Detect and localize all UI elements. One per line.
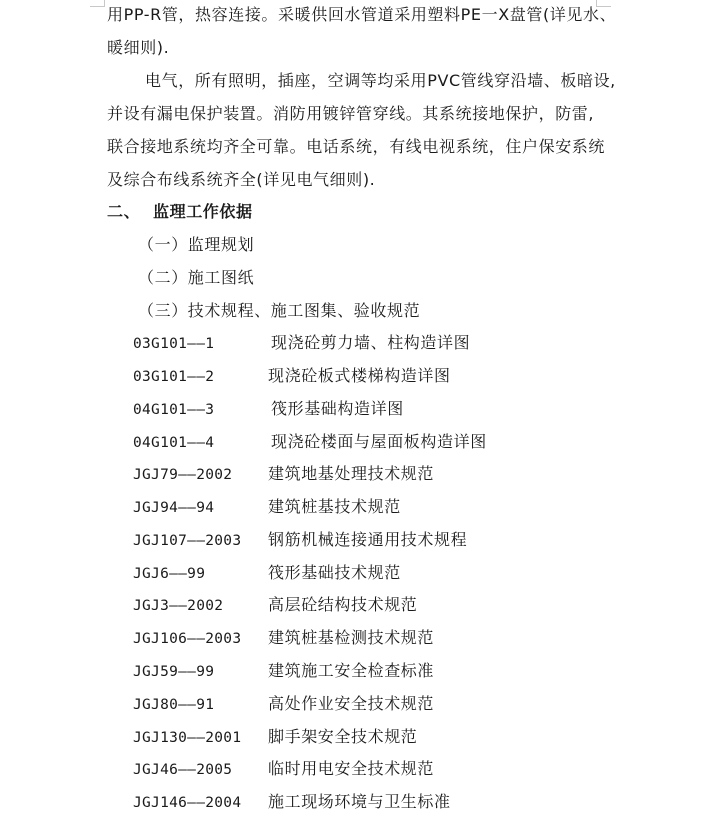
standard-name: 临时用电安全技术规范 xyxy=(268,759,435,778)
page-corner-mark-left xyxy=(90,0,105,7)
standard-code: JGJ130——2001 xyxy=(133,730,242,746)
paragraph-water-line-1: 用PP-R管，热容连接。采暖供回水管道采用塑料PE一X盘管(详见水、 xyxy=(107,5,617,24)
standard-name: 高处作业安全技术规范 xyxy=(268,694,435,713)
paragraph-electrical-line-1: 电气，所有照明，插座，空调等均采用PVC管线穿沿墙、板暗设, xyxy=(145,71,616,90)
standard-name: 钢筋机械连接通用技术规程 xyxy=(268,530,468,549)
standard-code: JGJ107——2003 xyxy=(133,533,242,549)
standard-code: 03G101——2 xyxy=(133,369,215,385)
section-heading xyxy=(107,202,253,222)
standard-code: JGJ59——99 xyxy=(133,664,215,680)
paragraph-electrical-line-2: 并设有漏电保护装置。消防用镀锌管穿线。其系统接地保护，防雷, xyxy=(107,104,595,123)
standard-name: 现浇砼板式楼梯构造详图 xyxy=(268,366,451,385)
standard-code: 04G101——4 xyxy=(133,435,215,451)
standard-name: 建筑桩基技术规范 xyxy=(268,497,401,516)
standard-code: JGJ80——91 xyxy=(133,697,215,713)
standard-name: 脚手架安全技术规范 xyxy=(268,727,418,746)
standard-name: 筏形基础构造详图 xyxy=(271,399,404,418)
standard-name: 现浇砼剪力墙、柱构造详图 xyxy=(271,333,471,352)
standard-name: 建筑地基处理技术规范 xyxy=(268,464,435,483)
standard-name: 筏形基础技术规范 xyxy=(268,563,401,582)
standard-name: 建筑施工安全检查标准 xyxy=(268,661,435,680)
subsection-standards: （三）技术规程、施工图集、验收规范 xyxy=(138,301,421,320)
section-title: 监理工作依据 xyxy=(153,202,253,221)
paragraph-electrical-line-3: 联合接地系统均齐全可靠。电话系统，有线电视系统，住户保安系统 xyxy=(107,137,606,156)
standard-code: JGJ6——99 xyxy=(133,566,206,582)
section-number: 二、 xyxy=(107,202,141,221)
standard-name: 现浇砼楼面与屋面板构造详图 xyxy=(271,432,487,451)
subsection-plan: （一）监理规划 xyxy=(138,235,255,254)
standard-code: 03G101——1 xyxy=(133,336,215,352)
standard-code: JGJ3——2002 xyxy=(133,598,224,614)
standard-name: 施工现场环境与卫生标准 xyxy=(268,792,451,811)
standard-name: 建筑桩基检测技术规范 xyxy=(268,628,435,647)
paragraph-water-line-2: 暖细则). xyxy=(107,38,170,57)
standard-code: JGJ46——2005 xyxy=(133,762,233,778)
standard-name: 高层砼结构技术规范 xyxy=(268,595,418,614)
standard-code: JGJ106——2003 xyxy=(133,631,242,647)
standard-code: JGJ94——94 xyxy=(133,500,215,516)
standard-code: 04G101——3 xyxy=(133,402,215,418)
paragraph-electrical-line-4: 及综合布线系统齐全(详见电气细则). xyxy=(107,170,376,189)
standard-code: JGJ79——2002 xyxy=(133,467,233,483)
standard-code: JGJ146——2004 xyxy=(133,795,242,811)
subsection-drawings: （二）施工图纸 xyxy=(138,268,255,287)
